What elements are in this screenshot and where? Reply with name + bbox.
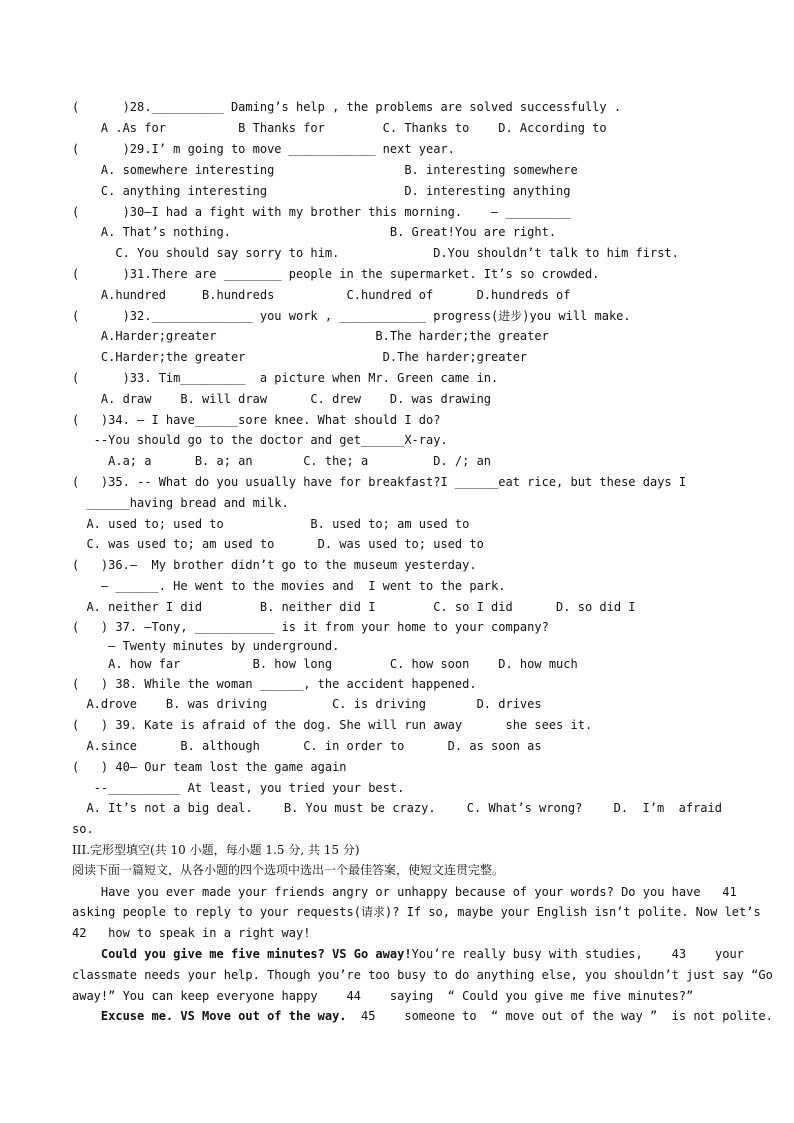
question-40-options-continued: so. xyxy=(72,822,94,836)
question-37-options: A. how far B. how long C. how soon D. how much xyxy=(72,657,578,671)
question-39-stem: ( ) 39. Kate is afraid of the dog. She will run away she sees it. xyxy=(72,718,593,732)
question-34-reply: --You should go to the doctor and get______X-ray. xyxy=(72,433,448,447)
passage-paragraph-2-line-1 xyxy=(72,944,744,965)
question-31-options: A.hundred B.hundreds C.hundred of D.hundreds of xyxy=(72,288,571,302)
question-38-stem: ( ) 38. While the woman ______, the accident happened. xyxy=(72,677,477,691)
question-30-options-row-2: C. You should say sorry to him. D.You shouldn’t talk to him first. xyxy=(72,246,679,260)
question-30-stem: ( )30—I had a fight with my brother this morning. — _________ xyxy=(72,205,571,219)
question-35-options-row-2: C. was used to; am used to D. was used to; used to xyxy=(72,537,484,551)
question-40-stem: ( ) 40— Our team lost the game again xyxy=(72,760,347,774)
question-40-options xyxy=(72,798,722,819)
passage-paragraph-1-line-2: asking people to reply to your requests(请求)? If so, maybe your English isn’t polite. Now let’s xyxy=(72,905,761,919)
question-40-reply: --__________ At least, you tried your best. xyxy=(72,781,405,795)
section-3-instruction: 阅读下面一篇短文，从各小题的四个选项中选出一个最佳答案，使短文连贯完整。 xyxy=(72,863,505,877)
question-36-stem: ( )36.— My brother didn’t go to the museum yesterday. xyxy=(72,558,477,572)
question-33-stem: ( )33. Tim_________ a picture when Mr. Green came in. xyxy=(72,371,499,385)
question-37-stem: ( ) 37. —Tony, ___________ is it from your home to your company? xyxy=(72,620,549,634)
passage-paragraph-1-line-3: 42 how to speak in a right way! xyxy=(72,926,311,940)
question-32-options-row-2: C.Harder;the greater D.The harder;greater xyxy=(72,350,528,364)
passage-paragraph-3-line-1-text: 45 someone to “ move out of the way ” is not polite. xyxy=(346,1009,773,1023)
passage-paragraph-2-line-2: classmate needs your help. Though you’re too busy to do anything else, you shouldn’t just say “Go xyxy=(72,968,773,982)
question-32-options-row-1: A.Harder;greater B.The harder;the greater xyxy=(72,329,549,343)
question-40-option-a: A. It’s not a big deal. xyxy=(72,801,253,815)
question-29-stem: ( )29.I’ m going to move ____________ next year. xyxy=(72,142,455,156)
question-28-options: A .As for B Thanks for C. Thanks to D. According to xyxy=(72,121,607,135)
question-35-stem-continued: ______having bread and milk. xyxy=(72,496,289,510)
passage-paragraph-3-line-1 xyxy=(72,1006,773,1027)
question-40-option-c: C. What’s wrong? xyxy=(466,801,583,815)
question-40-option-d: D. I’m afraid xyxy=(613,801,722,815)
question-35-stem: ( )35. -- What do you usually have for breakfast?I ______eat rice, but these days I xyxy=(72,475,687,489)
passage-heading-2: Could you give me five minutes? VS Go away! xyxy=(72,947,412,961)
question-32-stem: ( )32.______________ you work , ____________ progress(进步)you will make. xyxy=(72,309,631,323)
question-28-stem: ( )28.__________ Daming’s help , the problems are solved successfully . xyxy=(72,100,622,114)
question-34-options: A.a; a B. a; an C. the; a D. /; an xyxy=(72,454,492,468)
question-35-options-row-1: A. used to; used to B. used to; am used to xyxy=(72,517,470,531)
question-37-reply: — Twenty minutes by underground. xyxy=(72,639,340,653)
question-36-options: A. neither I did B. neither did I C. so I did D. so did I xyxy=(72,600,636,614)
question-39-options: A.since B. although C. in order to D. as soon as xyxy=(72,739,542,753)
section-3-heading: III.完形型填空(共 10 小题，每小题 1.5 分, 共 15 分) xyxy=(72,843,360,857)
question-31-stem: ( )31.There are ________ people in the supermarket. It’s so crowded. xyxy=(72,267,600,281)
passage-paragraph-2-line-3: away!” You can keep everyone happy 44 saying “ Could you give me five minutes?” xyxy=(72,989,694,1003)
question-34-stem: ( )34. — I have______sore knee. What should I do? xyxy=(72,413,441,427)
question-30-options-row-1: A. That’s nothing. B. Great!You are right. xyxy=(72,225,557,239)
passage-paragraph-2-line-1-text: You’re really busy with studies, 43 your xyxy=(411,947,744,961)
question-40-option-b: B. You must be crazy. xyxy=(283,801,436,815)
question-29-options-row-1: A. somewhere interesting B. interesting somewhere xyxy=(72,163,578,177)
question-36-reply: — ______. He went to the movies and I went to the park. xyxy=(72,579,506,593)
passage-heading-3: Excuse me. VS Move out of the way. xyxy=(72,1009,347,1023)
question-29-options-row-2: C. anything interesting D. interesting anything xyxy=(72,184,571,198)
question-33-options: A. draw B. will draw C. drew D. was drawing xyxy=(72,392,492,406)
question-38-options: A.drove B. was driving C. is driving D. drives xyxy=(72,697,542,711)
passage-paragraph-1-line-1: Have you ever made your friends angry or unhappy because of your words? Do you have 41 xyxy=(72,885,737,899)
